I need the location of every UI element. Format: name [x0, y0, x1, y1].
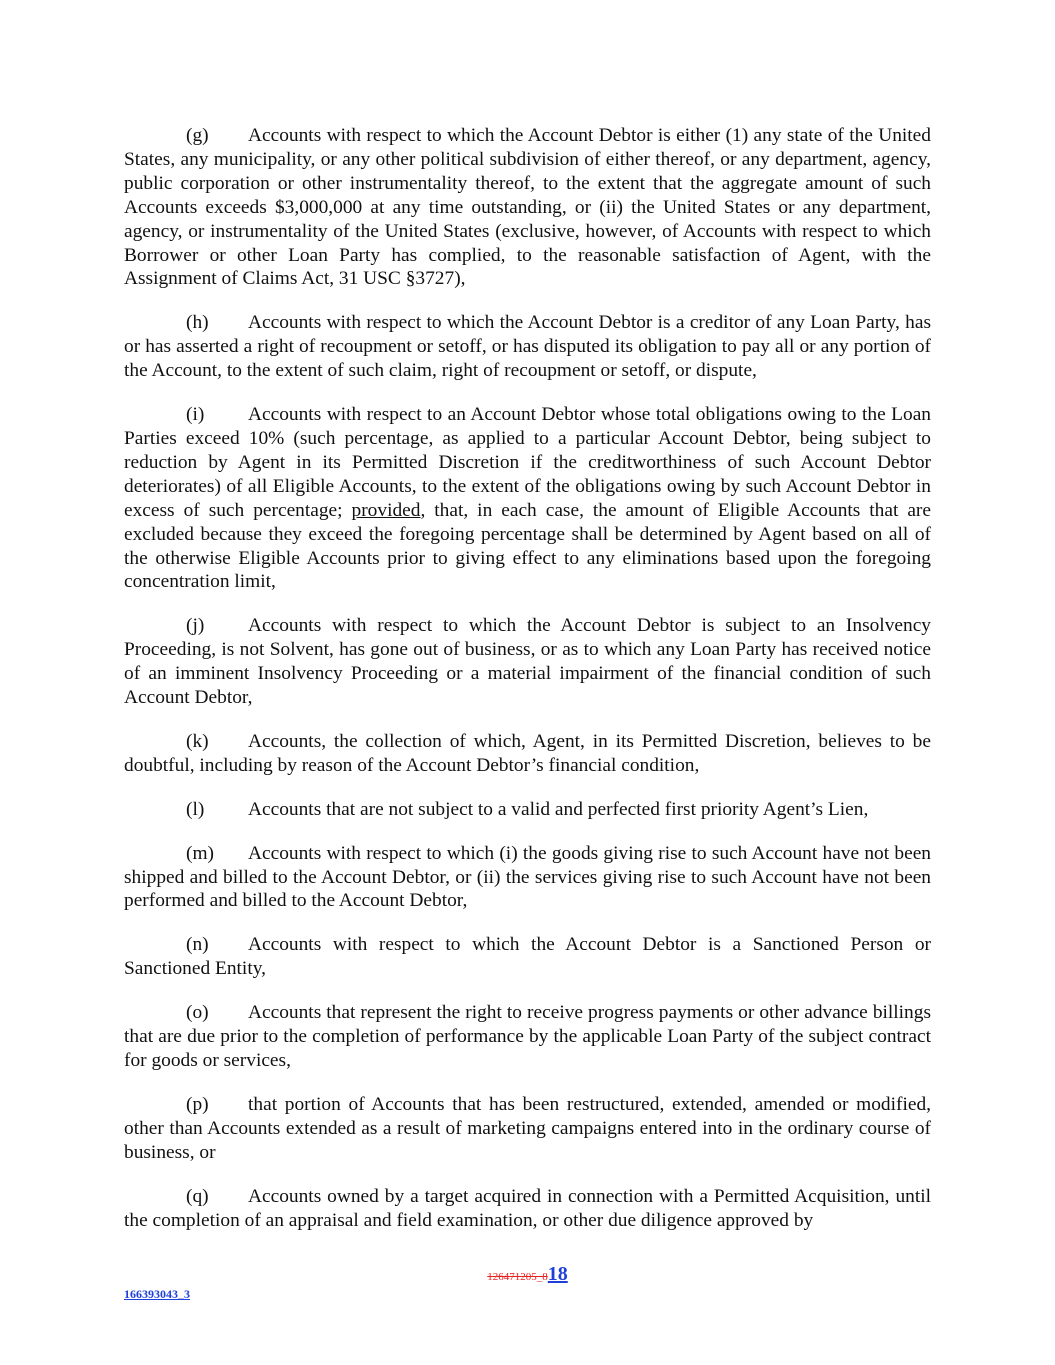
clause-text: Accounts with respect to which the Account Debtor is subject to an Insolvency Proceeding, is not Solvent, has gone out of business, or as to which any Loan Party has received notice of an imminent Insolvency Proceeding or a material impairment of the financial condition of such Account Debtor,	[124, 615, 931, 709]
page-footer	[0, 1263, 1055, 1286]
clause-text: Accounts owned by a target acquired in connection with a Permitted Acquisition, until the completion of an appraisal and field examination, or other due diligence approved by	[124, 1185, 931, 1231]
document-id: 166393043_3	[124, 1287, 190, 1301]
clause-label: (g)	[186, 125, 209, 146]
clause-j	[124, 614, 931, 710]
clause-label: (o)	[186, 1002, 209, 1024]
deleted-doc-id: 126471205_8	[487, 1271, 548, 1283]
clause-g	[124, 124, 931, 291]
clause-label: (j)	[186, 615, 205, 637]
clause-label: (m)	[186, 842, 214, 864]
clause-i	[124, 403, 931, 594]
clause-label: (p)	[186, 1093, 209, 1115]
clause-text: Accounts that are not subject to a valid and perfected first priority Agent’s Lien,	[248, 798, 869, 820]
clause-text: Accounts with respect to which the Account Debtor is a Sanctioned Person or Sanctioned Entity,	[124, 934, 931, 980]
clause-label: (l)	[186, 798, 205, 820]
clause-text: Accounts with respect to which the Account Debtor is a creditor of any Loan Party, has or has asserted a right of recoupment or setoff, or has disputed its obligation to pay all or any portion of the Account, to the extent of such claim, right of recoupment or setoff, or dispute,	[124, 312, 931, 382]
clause-label: (k)	[186, 730, 209, 752]
clause-label: (n)	[186, 934, 209, 956]
clause-label: (i)	[186, 404, 205, 426]
clause-n	[124, 933, 931, 981]
clause-label: (h)	[186, 312, 209, 334]
provided-term: provided	[351, 499, 421, 521]
clause-k	[124, 730, 931, 778]
clause-o	[124, 1001, 931, 1073]
clause-h	[124, 311, 931, 383]
clause-text: that portion of Accounts that has been restructured, extended, amended or modified, other than Accounts extended as a result of marketing campaigns entered into in the ordinary course of business, or	[124, 1093, 931, 1163]
clause-text: Accounts with respect to an Account Debtor whose total obligations owing to the Loan Parties exceed 10% (such percentage, as applied to a particular Account Debtor, being subject to reduction by Agent in its Permitted Discretion if the creditworthiness of such Account Debtor deteriorates) of all Eligible Accounts, to the extent of the obligations owing by such Account Debtor in excess of such percentage;	[124, 404, 931, 521]
clause-text-continued: , that, in each case, the amount of Eligible Accounts that are excluded because they exceed the foregoing percentage shall be determined by Agent based on all of the otherwise Eligible Accounts prior to giving effect to any eliminations based upon the foregoing concentration limit,	[124, 499, 932, 593]
document-body	[124, 124, 931, 1252]
clause-q	[124, 1185, 931, 1233]
clause-text: Accounts, the collection of which, Agent, in its Permitted Discretion, believes to be doubtful, including by reason of the Account Debtor’s financial condition,	[124, 730, 931, 776]
clause-text: Accounts that represent the right to receive progress payments or other advance billings that are due prior to the completion of performance by the applicable Loan Party of the subject contract for goods or services,	[124, 1002, 931, 1071]
clause-m	[124, 842, 931, 914]
page-number: 18	[547, 1263, 568, 1285]
clause-label: (q)	[186, 1185, 209, 1207]
clause-l	[124, 798, 931, 822]
clause-p	[124, 1093, 931, 1165]
clause-text: Accounts with respect to which (i) the goods giving rise to such Account have not been shipped and billed to the Account Debtor, or (ii) the services giving rise to such Account have not been performed and billed to the Account Debtor,	[124, 842, 931, 912]
clause-text: Accounts with respect to which the Account Debtor is either (1) any state of the United States, any municipality, or any other political subdivision of either thereof, or any department, agency, public corporation or other instrumentality thereof, to the extent that the aggregate amount of such Accounts exceeds $3,000,000 at any time outstanding, or (ii) the United States or any department, agency, or instrumentality of the United States (exclusive, however, of Accounts with respect to which Borrower or other Loan Party has complied, to the reasonable satisfaction of Agent, with the Assignment of Claims Act, 31 USC §3727),	[124, 125, 931, 290]
